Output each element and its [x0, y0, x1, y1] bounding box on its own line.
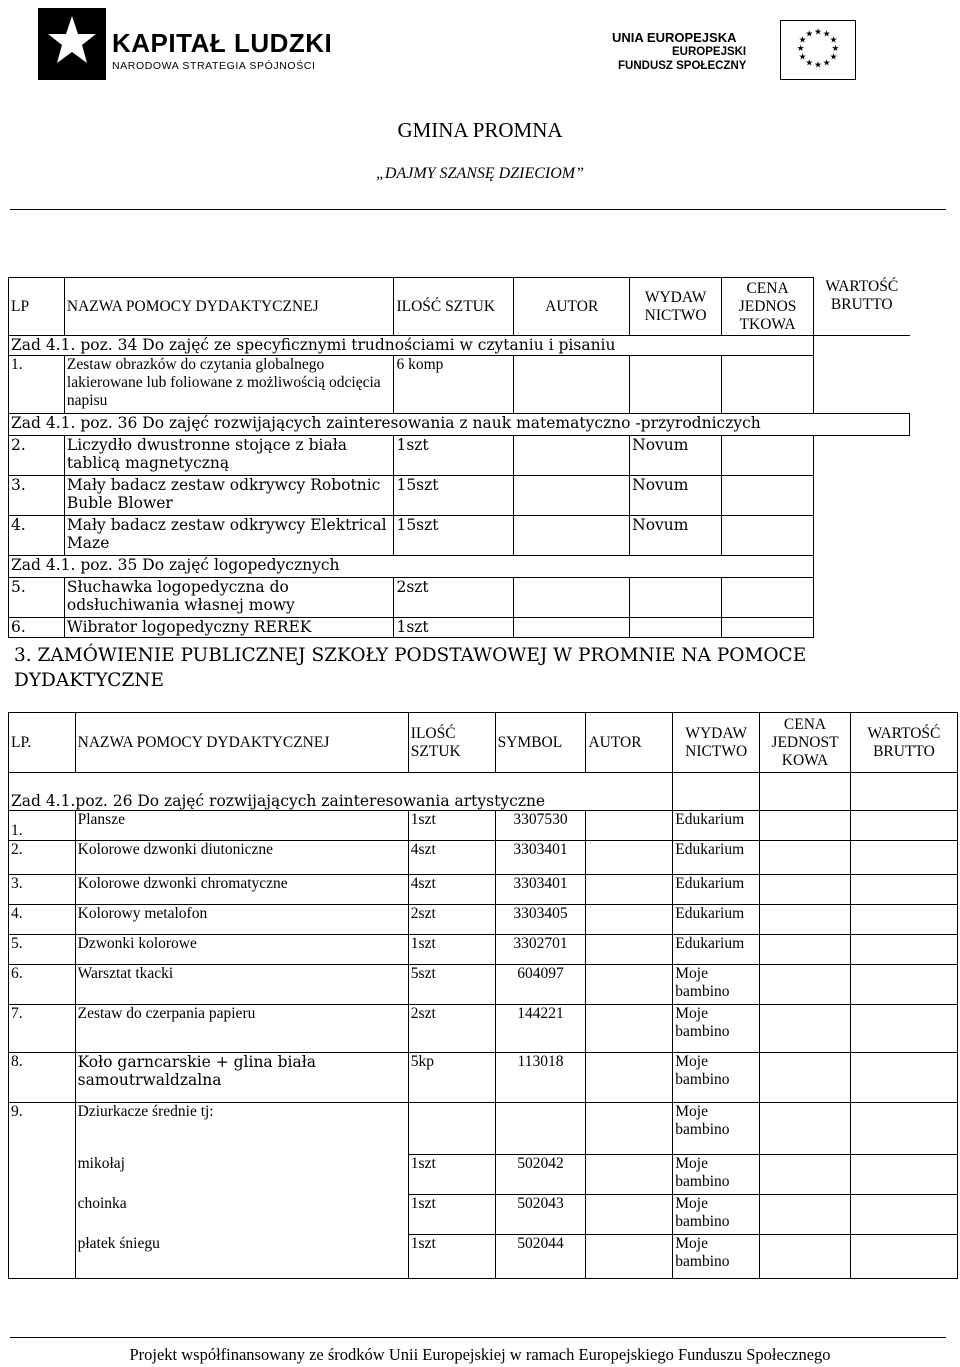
table-row [9, 476, 910, 516]
kapital-ludzki-subtitle: NARODOWA STRATEGIA SPÓJNOŚCI [112, 60, 316, 72]
row-qty: 1szt [408, 811, 495, 841]
row-publisher: Novum [630, 476, 722, 516]
row-publisher: Moje bambino [673, 1053, 760, 1103]
row-symbol: 3303401 [495, 875, 586, 905]
row-symbol: 3303401 [495, 841, 586, 875]
row-symbol: 502044 [495, 1235, 586, 1279]
section-row [9, 773, 958, 811]
page-title: GMINA PROMNA [397, 118, 563, 142]
table-row [9, 935, 958, 965]
row-lp: 5. [9, 935, 76, 965]
table-1-header-row [9, 278, 910, 336]
table-row [9, 1235, 958, 1279]
header-unit-price: CENA JEDNOST KOWA [760, 713, 851, 773]
row-name: Plansze [75, 811, 408, 841]
row-lp: 1. [9, 811, 76, 841]
star-icon [38, 8, 106, 80]
row-qty: 15szt [394, 476, 514, 516]
svg-text:★: ★ [829, 52, 838, 63]
table-row [9, 841, 958, 875]
row-name: mikołaj [75, 1155, 408, 1195]
header-author: AUTOR [514, 278, 630, 336]
header-symbol: SYMBOL [495, 713, 586, 773]
row-symbol: 604097 [495, 965, 586, 1005]
table-row [9, 436, 910, 476]
table-row [9, 965, 958, 1005]
header-lp: LP [9, 278, 65, 336]
row-name: Dzwonki kolorowe [75, 935, 408, 965]
row-qty: 15szt [394, 516, 514, 556]
row-qty: 2szt [394, 578, 514, 618]
section-title: Zad 4.1.poz. 26 Do zajęć rozwijających zainteresowania artystyczne [9, 773, 673, 811]
row-name: płatek śniegu [75, 1235, 408, 1279]
table-2 [8, 712, 958, 1279]
svg-text:★: ★ [805, 29, 814, 40]
svg-text:★: ★ [829, 35, 838, 46]
svg-text:★: ★ [796, 43, 805, 54]
row-name: choinka [75, 1195, 408, 1235]
table-1 [8, 277, 910, 638]
row-publisher: Moje bambino [673, 1195, 760, 1235]
row-name: Kolorowy metalofon [75, 905, 408, 935]
row-qty: 2szt [408, 1005, 495, 1053]
row-qty: 4szt [408, 841, 495, 875]
svg-text:★: ★ [814, 60, 822, 71]
section-row [9, 414, 910, 436]
kapital-ludzki-name: KAPITAŁ LUDZKI [112, 28, 333, 58]
table-row [9, 811, 958, 841]
row-publisher: Edukarium [673, 905, 760, 935]
table-row [9, 1053, 958, 1103]
row-publisher: Moje bambino [673, 965, 760, 1005]
svg-text:★: ★ [805, 58, 814, 69]
row-lp [9, 1235, 76, 1279]
row-qty: 1szt [408, 1155, 495, 1195]
table-row [9, 618, 910, 638]
header-qty: ILOŚĆ SZTUK [408, 713, 495, 773]
row-symbol: 502043 [495, 1195, 586, 1235]
row-symbol: 3307530 [495, 811, 586, 841]
eu-line-3: FUNDUSZ SPOŁECZNY [618, 60, 747, 72]
row-lp: 2. [9, 841, 76, 875]
table-row [9, 516, 910, 556]
row-publisher: Moje bambino [673, 1235, 760, 1279]
row-qty: 5szt [408, 965, 495, 1005]
row-lp: 5. [9, 578, 65, 618]
row-lp: 6. [9, 965, 76, 1005]
section-title: Zad 4.1. poz. 36 Do zajęć rozwijających zainteresowania z nauk matematyczno -przyrodniczych [9, 414, 910, 436]
header-divider [10, 209, 946, 210]
svg-text:★: ★ [798, 52, 807, 63]
row-symbol [495, 1103, 586, 1155]
header-gross-value: WARTOŚĆ BRUTTO [814, 278, 910, 336]
row-publisher: Edukarium [673, 811, 760, 841]
row-name: Mały badacz zestaw odkrywcy Elektrical Maze [64, 516, 394, 556]
eu-logo [612, 20, 862, 80]
table-row [9, 1103, 958, 1155]
row-symbol: 502042 [495, 1155, 586, 1195]
row-name: Kolorowe dzwonki chromatyczne [75, 875, 408, 905]
row-symbol: 113018 [495, 1053, 586, 1103]
header-name: NAZWA POMOCY DYDAKTYCZNEJ [64, 278, 394, 336]
row-publisher: Edukarium [673, 935, 760, 965]
row-symbol: 3303405 [495, 905, 586, 935]
table-row [9, 1195, 958, 1235]
row-publisher: Moje bambino [673, 1103, 760, 1155]
table-row [9, 1005, 958, 1053]
row-name: Warsztat tkacki [75, 965, 408, 1005]
svg-text:★: ★ [814, 27, 822, 38]
row-symbol: 3302701 [495, 935, 586, 965]
row-qty: 1szt [408, 1195, 495, 1235]
row-publisher: Moje bambino [673, 1005, 760, 1053]
row-qty [408, 1103, 495, 1155]
svg-text:★: ★ [822, 58, 831, 69]
row-name: Zestaw obrazków do czytania globalnego lakierowane lub foliowane z możliwością odcięcia napisu [64, 356, 394, 414]
row-lp: 4. [9, 516, 65, 556]
header-lp: LP. [9, 713, 76, 773]
header-name: NAZWA POMOCY DYDAKTYCZNEJ [75, 713, 408, 773]
row-lp: 3. [9, 875, 76, 905]
row-qty: 1szt [394, 436, 514, 476]
row-lp: 2. [9, 436, 65, 476]
section-heading-3: 3. ZAMÓWIENIE PUBLICZNEJ SZKOŁY PODSTAWOWEJ W PROMNIE NA POMOCE DYDAKTYCZNE [14, 645, 807, 691]
row-lp: 9. [9, 1103, 76, 1155]
row-qty: 1szt [408, 935, 495, 965]
page-subtitle: „DAJMY SZANSĘ DZIECIOM” [375, 165, 584, 182]
section-row [9, 336, 910, 356]
row-name: Słuchawka logopedyczna do odsłuchiwania własnej mowy [64, 578, 394, 618]
row-publisher: Edukarium [673, 841, 760, 875]
row-lp: 6. [9, 618, 65, 638]
table-row [9, 905, 958, 935]
row-lp: 3. [9, 476, 65, 516]
row-name: Liczydło dwustronne stojące z biała tablicą magnetyczną [64, 436, 394, 476]
table-row [9, 1155, 958, 1195]
kapital-ludzki-mark [38, 8, 106, 80]
footer-divider [10, 1337, 946, 1338]
row-publisher: Novum [630, 516, 722, 556]
row-name: Wibrator logopedyczny REREK [64, 618, 394, 638]
row-publisher: Edukarium [673, 875, 760, 905]
row-qty: 2szt [408, 905, 495, 935]
eu-line-1: UNIA EUROPEJSKA [612, 30, 737, 45]
row-name: Zestaw do czerpania papieru [75, 1005, 408, 1053]
row-name: Koło garncarskie + glina biała samoutrwaldzalna [75, 1053, 408, 1103]
eu-line-2: EUROPEJSKI [672, 46, 747, 58]
row-symbol: 144221 [495, 1005, 586, 1053]
table-row [9, 875, 958, 905]
row-qty: 4szt [408, 875, 495, 905]
row-lp [9, 1195, 76, 1235]
eu-flag-icon [780, 20, 856, 80]
row-qty: 5kp [408, 1053, 495, 1103]
header-gross-value: WARTOŚĆ BRUTTO [850, 713, 957, 773]
footer-text: Projekt współfinansowany ze środków Unii Europejskiej w ramach Europejskiego Funduszu Społecznego [129, 1345, 831, 1364]
row-qty: 1szt [394, 618, 514, 638]
row-publisher: Moje bambino [673, 1155, 760, 1195]
section-title: Zad 4.1. poz. 35 Do zajęć logopedycznych [9, 556, 814, 578]
row-lp: 7. [9, 1005, 76, 1053]
header-unit-price: CENA JEDNOS TKOWA [722, 278, 814, 336]
header-qty: ILOŚĆ SZTUK [394, 278, 514, 336]
table-row [9, 578, 910, 618]
row-name: Kolorowe dzwonki diutoniczne [75, 841, 408, 875]
row-name: Dziurkacze średnie tj: [75, 1103, 408, 1155]
kapital-ludzki-logo [38, 8, 338, 80]
row-lp [9, 1155, 76, 1195]
header-publisher: WYDAW NICTWO [673, 713, 760, 773]
svg-text:★: ★ [798, 35, 807, 46]
row-lp: 1. [9, 356, 65, 414]
row-publisher: Novum [630, 436, 722, 476]
row-qty: 1szt [408, 1235, 495, 1279]
section-row [9, 556, 910, 578]
row-lp: 4. [9, 905, 76, 935]
svg-text:★: ★ [831, 43, 840, 54]
row-lp: 8. [9, 1053, 76, 1103]
row-qty: 6 komp [394, 356, 514, 414]
row-name: Mały badacz zestaw odkrywcy Robotnic Buble Blower [64, 476, 394, 516]
header-publisher: WYDAW NICTWO [630, 278, 722, 336]
table-row [9, 356, 910, 414]
header-author: AUTOR [586, 713, 673, 773]
section-title: Zad 4.1. poz. 34 Do zajęć ze specyficznymi trudnościami w czytaniu i pisaniu [9, 336, 814, 356]
table-2-header-row [9, 713, 958, 773]
svg-text:★: ★ [822, 29, 831, 40]
